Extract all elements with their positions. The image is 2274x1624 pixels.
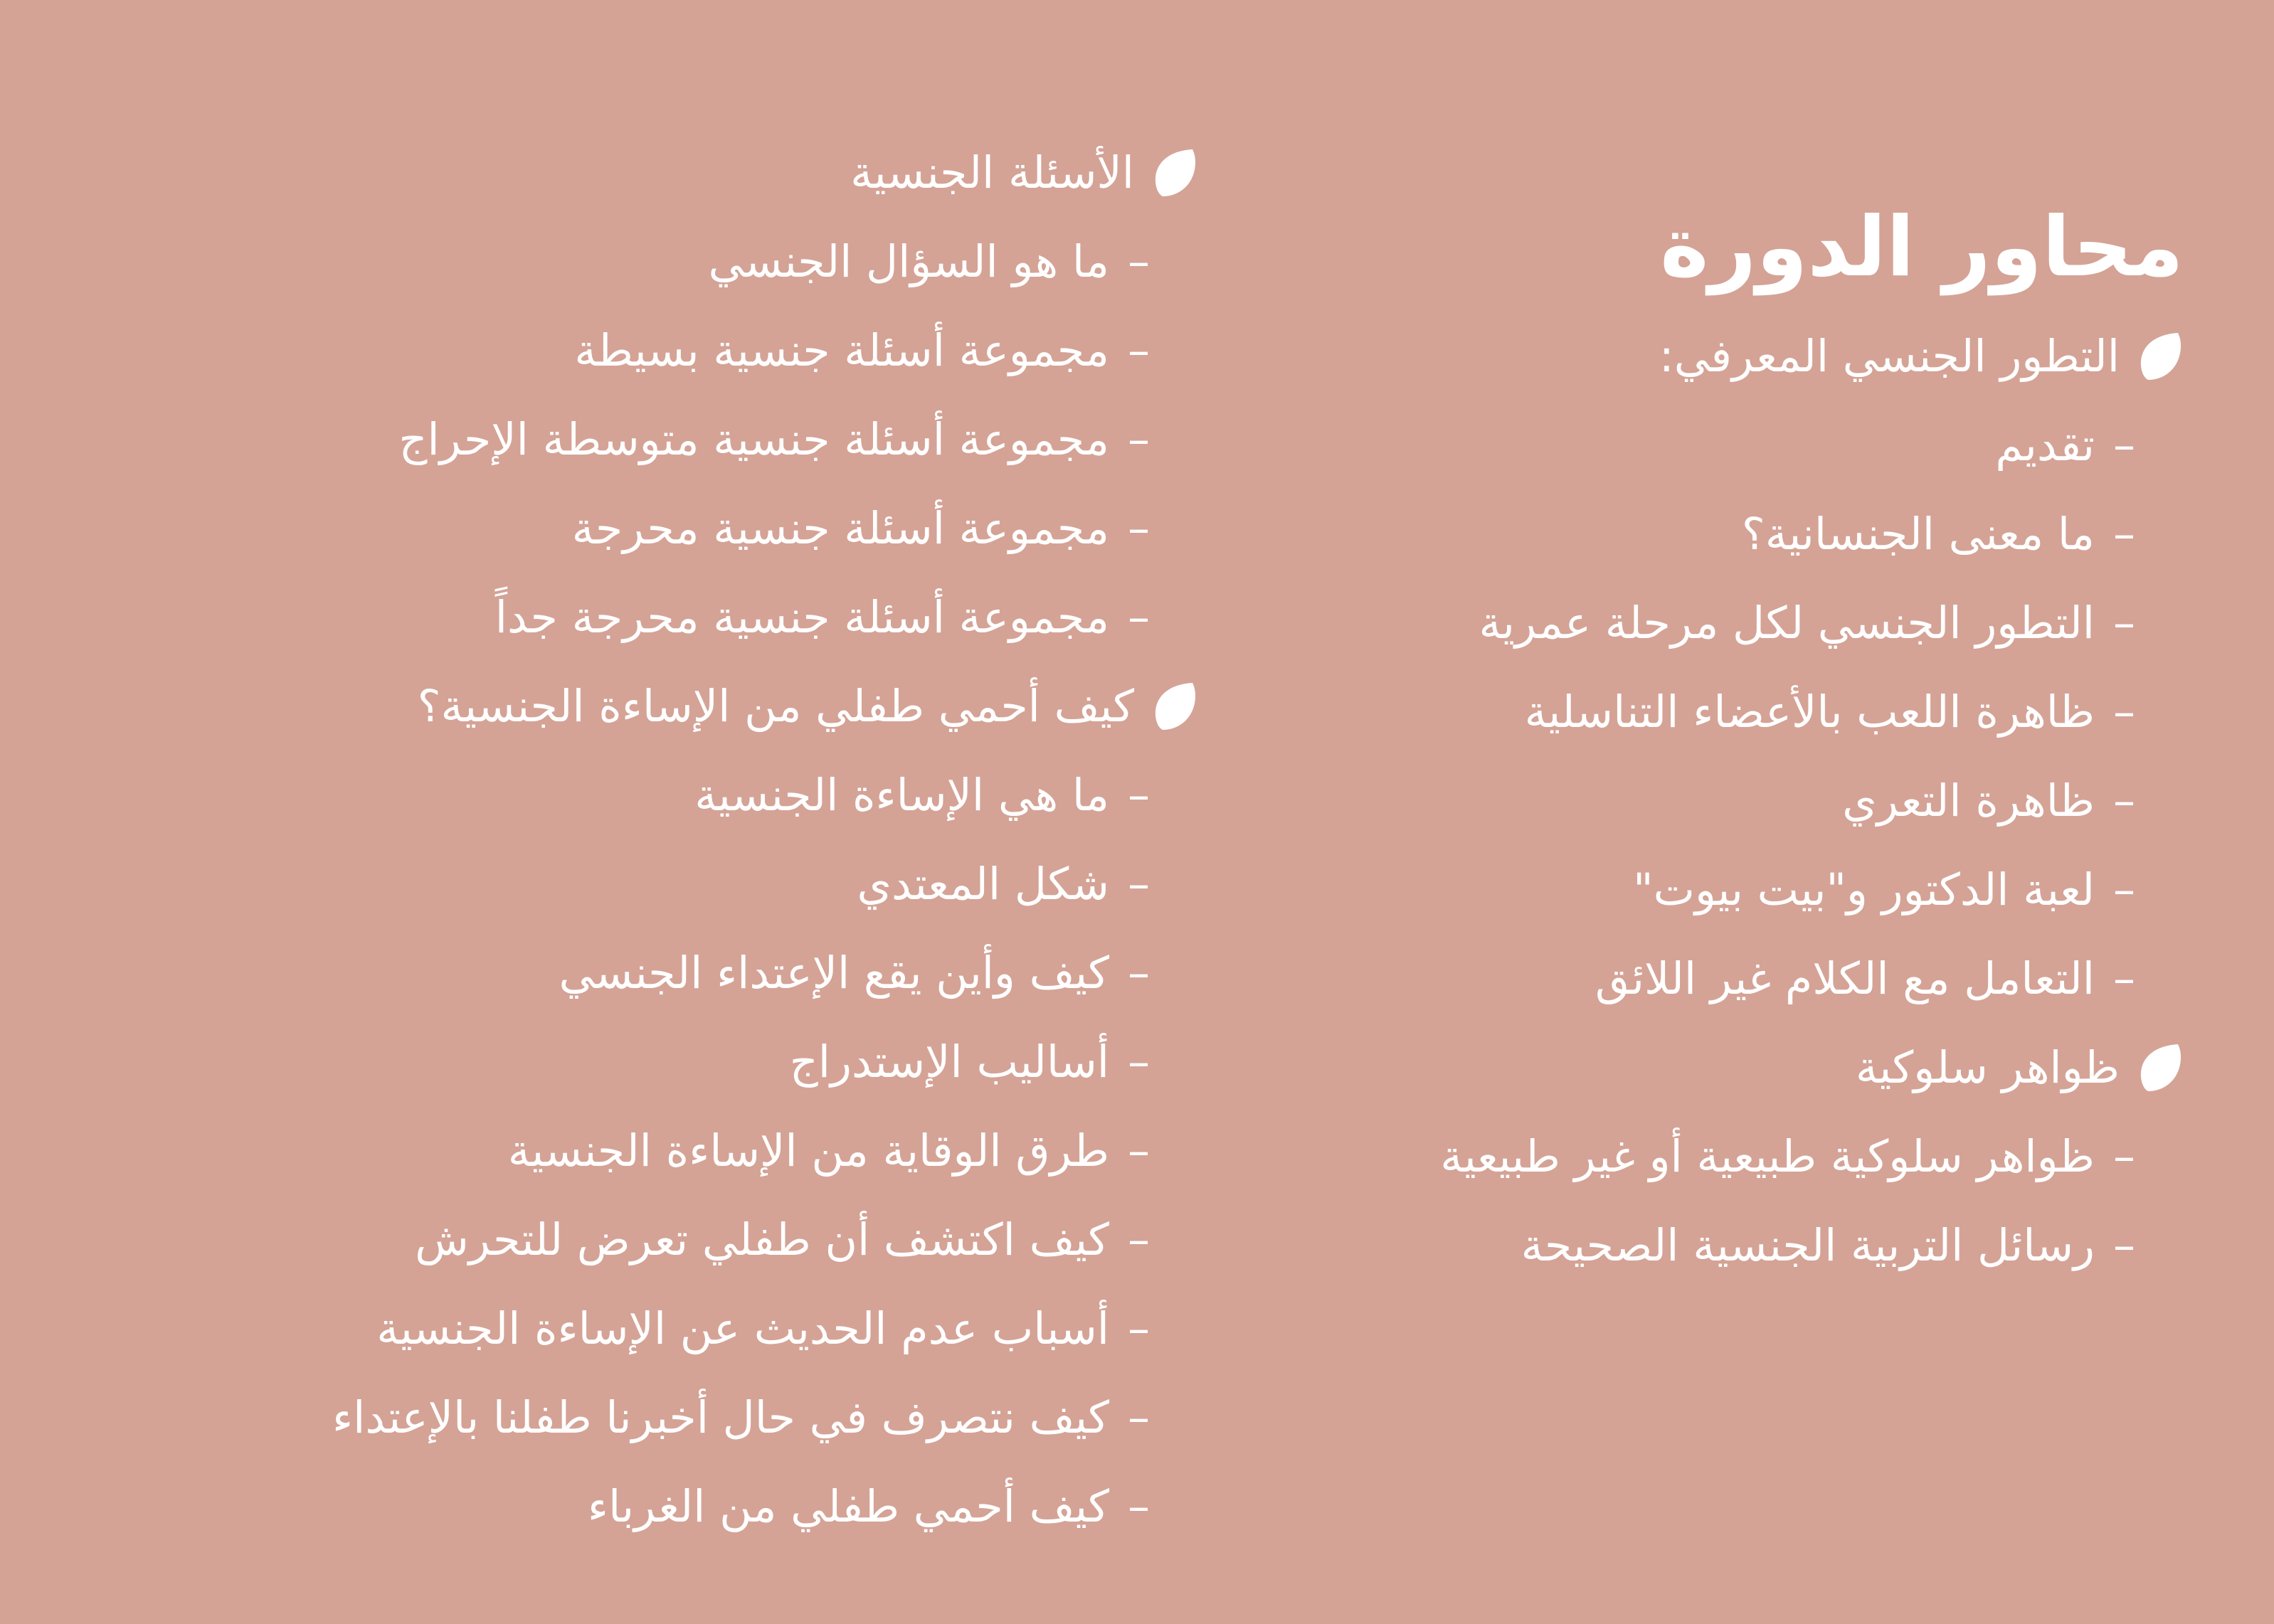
list-item xyxy=(1188,578,2184,667)
section-heading xyxy=(202,128,1198,217)
left-column-section-0 xyxy=(202,128,1198,662)
list-item-text: لعبة الدكتور و"بيت بيوت" xyxy=(1633,864,2095,916)
section-title: التطور الجنسي المعرفي: xyxy=(1659,330,2120,382)
section-heading xyxy=(1188,312,2184,400)
section-heading xyxy=(1188,1023,2184,1112)
list-item-text: ظاهرة التعري xyxy=(1842,775,2095,827)
dash-bullet: – xyxy=(2113,1130,2135,1182)
list-item xyxy=(202,1284,1198,1373)
list-item xyxy=(202,484,1198,573)
right-column-section-1 xyxy=(1188,1023,2184,1290)
sub-list xyxy=(1188,400,2184,1023)
dash-bullet: – xyxy=(1128,769,1150,821)
list-item-text: كيف نتصرف في حال أخبرنا طفلنا بالإعتداء xyxy=(332,1391,1109,1443)
dash-bullet: – xyxy=(1128,947,1150,999)
dash-bullet: – xyxy=(1128,1480,1150,1532)
dash-bullet: – xyxy=(2113,508,2135,560)
dash-bullet: – xyxy=(1128,1036,1150,1088)
leaf-icon xyxy=(1153,680,1198,733)
left-column-section-1 xyxy=(202,662,1198,1551)
sub-list xyxy=(202,750,1198,1551)
dash-bullet: – xyxy=(2113,864,2135,916)
list-item-text: مجموعة أسئلة جنسية محرجة جداً xyxy=(495,591,1109,643)
list-item xyxy=(1188,756,2184,845)
dash-bullet: – xyxy=(1128,1214,1150,1265)
sub-list xyxy=(202,217,1198,662)
section-title: كيف أحمي طفلي من الإساءة الجنسية؟ xyxy=(417,680,1134,732)
list-item xyxy=(202,306,1198,395)
list-item xyxy=(1188,845,2184,934)
leaf-icon xyxy=(1153,147,1198,199)
section-heading xyxy=(202,662,1198,750)
list-item-text: التعامل مع الكلام غير اللائق xyxy=(1595,952,2095,1004)
right-column xyxy=(1188,184,2184,1290)
list-item-text: رسائل التربية الجنسية الصحيحة xyxy=(1521,1219,2095,1271)
dash-bullet: – xyxy=(1128,858,1150,910)
left-column xyxy=(202,128,1198,1551)
dash-bullet: – xyxy=(2113,597,2135,649)
list-item-text: كيف أحمي طفلي من الغرباء xyxy=(587,1480,1109,1532)
dash-bullet: – xyxy=(1128,1302,1150,1354)
right-column-section-0 xyxy=(1188,312,2184,1023)
list-item-text: مجموعة أسئلة جنسية متوسطة الإحراج xyxy=(398,413,1109,465)
list-item xyxy=(1188,1201,2184,1290)
list-item xyxy=(202,395,1198,484)
list-item-text: ما هو السؤال الجنسي xyxy=(708,235,1109,287)
list-item-text: مجموعة أسئلة جنسية محرجة xyxy=(571,502,1109,554)
list-item xyxy=(202,217,1198,306)
list-item xyxy=(1188,667,2184,756)
page-title: محاور الدورة xyxy=(1660,199,2184,295)
list-item xyxy=(202,573,1198,662)
list-item xyxy=(202,1462,1198,1551)
dash-bullet: – xyxy=(1128,413,1150,465)
list-item-text: ظواهر سلوكية طبيعية أو غير طبيعية xyxy=(1440,1130,2095,1182)
dash-bullet: – xyxy=(2113,419,2135,471)
list-item xyxy=(1188,400,2184,489)
dash-bullet: – xyxy=(1128,502,1150,554)
list-item-text: تقديم xyxy=(1995,419,2095,471)
dash-bullet: – xyxy=(1128,235,1150,287)
dash-bullet: – xyxy=(1128,324,1150,376)
list-item xyxy=(1188,934,2184,1023)
dash-bullet: – xyxy=(2113,775,2135,827)
list-item-text: التطور الجنسي لكل مرحلة عمرية xyxy=(1479,597,2095,649)
list-item xyxy=(202,839,1198,928)
dash-bullet: – xyxy=(1128,1391,1150,1443)
list-item xyxy=(202,750,1198,839)
dash-bullet: – xyxy=(1128,1125,1150,1177)
list-item xyxy=(202,928,1198,1017)
list-item-text: كيف وأين يقع الإعتداء الجنسي xyxy=(559,947,1109,999)
list-item xyxy=(202,1195,1198,1284)
section-title: ظواهر سلوكية xyxy=(1855,1041,2120,1093)
leaf-icon xyxy=(2138,330,2184,383)
list-item-text: ظاهرة اللعب بالأعضاء التناسلية xyxy=(1524,686,2095,738)
list-item-text: أساليب الإستدراج xyxy=(789,1036,1109,1088)
list-item-text: أسباب عدم الحديث عن الإساءة الجنسية xyxy=(376,1302,1109,1354)
dash-bullet: – xyxy=(1128,591,1150,643)
list-item-text: مجموعة أسئلة جنسية بسيطة xyxy=(574,324,1109,376)
list-item xyxy=(202,1017,1198,1106)
list-item xyxy=(1188,1112,2184,1201)
list-item-text: ما معنى الجنسانية؟ xyxy=(1741,508,2095,560)
list-item-text: طرق الوقاية من الإساءة الجنسية xyxy=(507,1125,1109,1177)
leaf-icon xyxy=(2138,1041,2184,1094)
section-title: الأسئلة الجنسية xyxy=(850,147,1134,198)
list-item xyxy=(202,1106,1198,1195)
sub-list xyxy=(1188,1112,2184,1290)
dash-bullet: – xyxy=(2113,952,2135,1004)
list-item-text: كيف اكتشف أن طفلي تعرض للتحرش xyxy=(415,1214,1109,1265)
dash-bullet: – xyxy=(2113,686,2135,738)
list-item xyxy=(202,1373,1198,1462)
dash-bullet: – xyxy=(2113,1219,2135,1271)
list-item xyxy=(1188,489,2184,578)
list-item-text: شكل المعتدي xyxy=(857,858,1109,910)
list-item-text: ما هي الإساءة الجنسية xyxy=(694,769,1109,821)
